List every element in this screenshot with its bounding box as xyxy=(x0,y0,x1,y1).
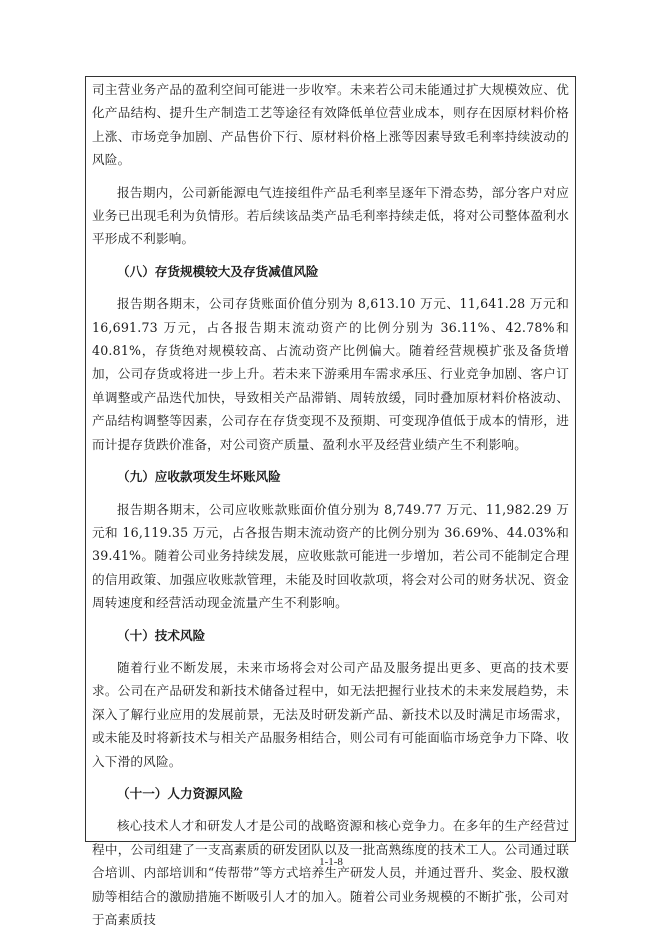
paragraph-human-resources-risk: 核心技术人才和研发人才是公司的战略资源和核心竞争力。在多年的生产经营过程中，公司组建了一支高素质的研发团队以及一批高熟练度的技术工人。公司通过联合培训、内部培训和“传帮带”等方式培养生产研发人员，并通过晋升、奖金、股权激励等相结合的激励措施不断吸引人才的加入。随着公司业务规模的不断扩张，公司对于高素质技 xyxy=(92,818,569,927)
paragraph-technology-risk: 随着行业不断发展，未来市场将会对公司产品及服务提出更多、更高的技术要求。公司在产品研发和新技术储备过程中，如无法把握行业技术的未来发展趋势，未深入了解行业应用的发展前景，无法及时研发新产品、新技术以及时满足市场需求，或未能及时将新技术与相关产品服务相结合，则公司有可能面临市场竞争力下降、收入下滑的风险。 xyxy=(92,659,569,769)
heading-technology-risk: （十）技术风险 xyxy=(117,627,206,643)
paragraph-inventory-risk: 报告期各期末，公司存货账面价值分别为 8,613.10 万元、11,641.28 万元和 16,691.73 万元，占各报告期末流动资产的比例分别为 36.11%、42.78%和 40.81%，存货绝对规模较高、占流动资产比例偏大。随着经营规模扩张及备货增加，公司存货或将进一步上升。若未来下游乘用车需求承压、行业竞争加剧、客户订单调整或产品迭代加快，导致相关产品滞销、周转放缓，同时叠加原材料价格波动、产品结构调整等因素，公司存在存货变现不及预期、可变现净值低于成本的情形，进而计提存货跌价准备，对公司资产质量、盈利水平及经营业绩产生不利影响。 xyxy=(92,296,569,452)
heading-inventory-risk: （八）存货规模较大及存货减值风险 xyxy=(117,263,319,279)
paragraph-new-energy-margin: 报告期内，公司新能源电气连接组件产品毛利率呈逐年下滑态势，部分客户对应业务已出现毛利为负情形。若后续该品类产品毛利率持续走低，将对公司整体盈利水平形成不利影响。 xyxy=(92,184,569,247)
heading-receivables-risk: （九）应收款项发生坏账风险 xyxy=(117,469,281,485)
page-number: 1-1-8 xyxy=(319,856,343,868)
paragraph-receivables-risk: 报告期各期末，公司应收账款账面价值分别为 8,749.77 万元、11,982.29 万元和 16,119.35 万元，占各报告期末流动资产的比例分别为 36.69%、44.03%和 39.41%。随着公司业务持续发展，应收账款可能进一步增加，若公司不能制定合理的信用政策、加强应收账款管理，未能及时回收款项，将会对公司的财务状况、资金周转速度和经营活动现金流量产生不利影响。 xyxy=(92,501,569,611)
heading-human-resources-risk: （十一）人力资源风险 xyxy=(117,785,243,801)
paragraph-gross-margin-continued: 司主营业务产品的盈利空间可能进一步收窄。未来若公司未能通过扩大规模效应、优化产品结构、提升生产制造工艺等途径有效降低单位营业成本，则存在因原材料价格上涨、市场竞争加剧、产品售价下行、原材料价格上涨等因素导致毛利率持续波动的风险。 xyxy=(92,82,569,168)
